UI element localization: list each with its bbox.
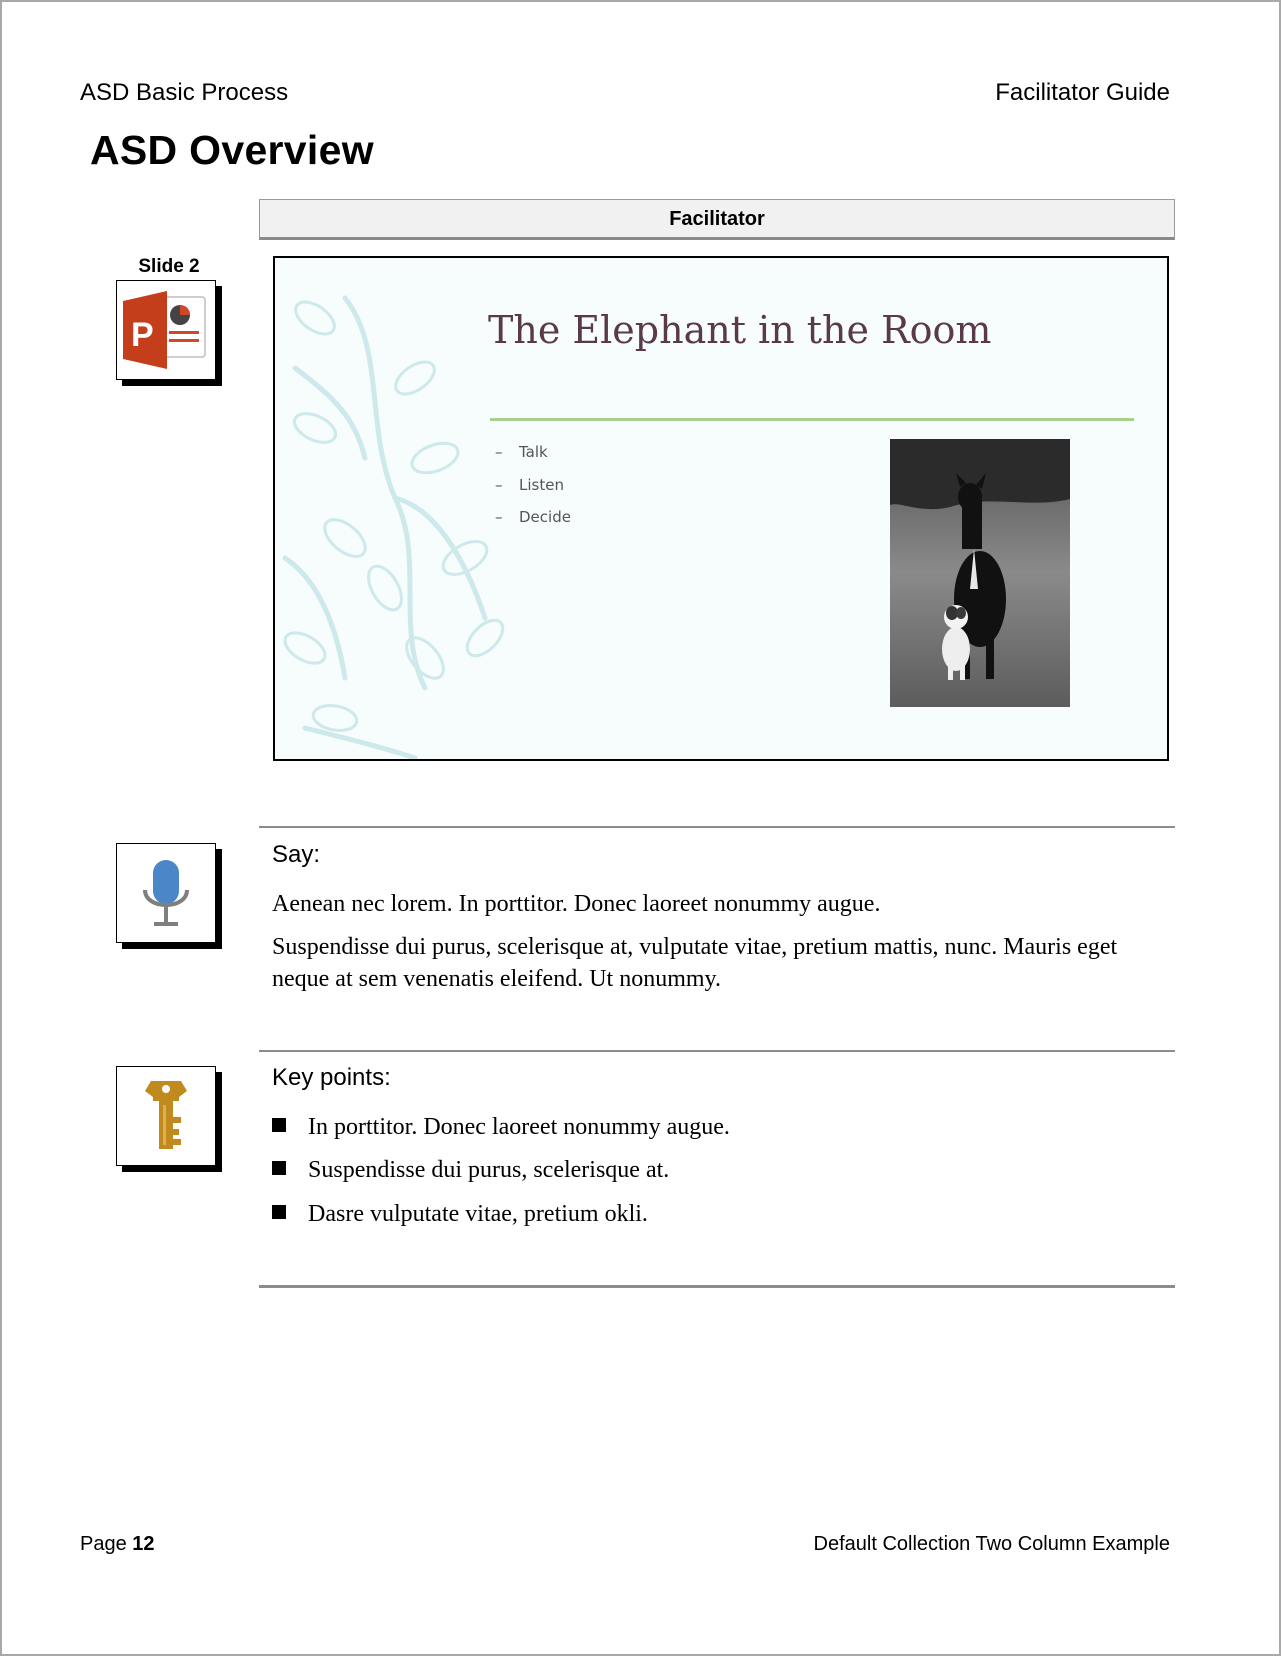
key-icon-box xyxy=(116,1066,216,1166)
dogs-photo xyxy=(890,439,1070,707)
square-bullet-icon xyxy=(272,1118,286,1132)
slide-bullet-text: Decide xyxy=(519,508,571,526)
slide-bullet xyxy=(495,442,548,462)
footer-page-label: Page xyxy=(80,1533,127,1555)
slide-bullet xyxy=(495,475,564,495)
powerpoint-icon xyxy=(117,281,215,379)
say-label: Say: xyxy=(272,841,321,868)
key-points-label: Key points: xyxy=(272,1064,391,1091)
slide-title: The Elephant in the Room xyxy=(488,308,992,352)
vine-decoration-icon xyxy=(275,258,515,761)
footer-page xyxy=(80,1532,155,1556)
key-point-text: Dasre vulputate vitae, pretium okli. xyxy=(308,1201,648,1227)
slide-title-rule xyxy=(490,418,1134,421)
slide-bullet-text: Listen xyxy=(519,476,564,494)
key-point-item xyxy=(272,1199,648,1229)
header-right: Facilitator Guide xyxy=(995,79,1170,106)
facilitator-bar: Facilitator xyxy=(259,199,1175,240)
key-icon xyxy=(117,1067,215,1165)
slide-preview xyxy=(273,256,1169,761)
say-paragraph: Suspendisse dui purus, scelerisque at, vulputate vitae, pretium mattis, nunc. Mauris eget neque at sem venenatis eleifend. Ut nonummy. xyxy=(272,934,1118,992)
microphone-icon xyxy=(117,844,215,942)
footer-page-number: 12 xyxy=(132,1533,155,1555)
section-divider xyxy=(259,826,1175,828)
footer-right: Default Collection Two Column Example xyxy=(813,1533,1170,1555)
section-divider xyxy=(259,1285,1175,1288)
square-bullet-icon xyxy=(272,1205,286,1219)
bullet-dash: – xyxy=(495,508,503,526)
square-bullet-icon xyxy=(272,1161,286,1175)
header-left: ASD Basic Process xyxy=(80,79,289,106)
slide-number-label: Slide 2 xyxy=(138,256,200,277)
bullet-dash: – xyxy=(495,476,503,494)
powerpoint-icon-box xyxy=(116,280,216,380)
microphone-icon-box xyxy=(116,843,216,943)
svg-text:P: P xyxy=(131,316,154,354)
bullet-dash: – xyxy=(495,443,503,461)
key-point-text: Suspendisse dui purus, scelerisque at. xyxy=(308,1157,670,1183)
key-point-text: In porttitor. Donec laoreet nonummy augue. xyxy=(308,1114,730,1140)
say-paragraph: Aenean nec lorem. In porttitor. Donec laoreet nonummy augue. xyxy=(272,891,881,917)
slide-bullet-text: Talk xyxy=(519,443,548,461)
slide-bullet xyxy=(495,507,571,527)
section-divider xyxy=(259,1050,1175,1052)
key-point-item xyxy=(272,1155,669,1185)
page-title: ASD Overview xyxy=(90,127,374,173)
key-point-item xyxy=(272,1112,730,1142)
